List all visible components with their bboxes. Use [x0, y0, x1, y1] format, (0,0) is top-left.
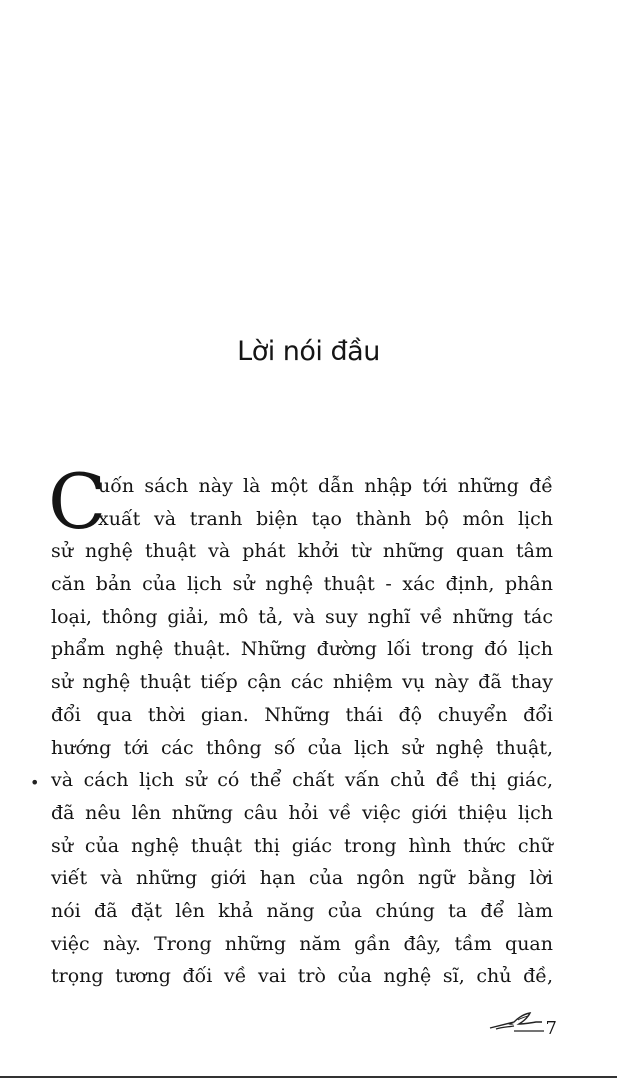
drop-cap: C — [48, 457, 107, 546]
margin-dot: • — [30, 773, 40, 792]
page-title: Lời nói đầu — [237, 336, 380, 367]
paragraph-line: phẩm nghệ thuật. Những đường lối trong đó lịch — [51, 638, 553, 661]
paragraph-line: hướng tới các thông số của lịch sử nghệ thuật, — [51, 736, 553, 759]
paragraph-line: trọng tương đối về vai trò của nghệ sĩ, chủ đề, — [51, 965, 553, 988]
paragraph-line: loại, thông giải, mô tả, và suy nghĩ về những tác — [51, 605, 553, 628]
preface-paragraph — [48, 457, 553, 993]
paragraph-line: việc này. Trong những năm gần đây, tầm quan — [51, 932, 553, 955]
quill-ornament-icon — [488, 1010, 544, 1039]
paragraph-line: viết và những giới hạn của ngôn ngữ bằng lời — [51, 867, 553, 890]
paragraph-line: đổi qua thời gian. Những thái độ chuyển đổi — [51, 703, 553, 726]
paragraph-line: uốn sách này là một dẫn nhập tới những đề — [98, 475, 553, 497]
paragraph-line: sử của nghệ thuật thị giác trong hình thức chữ — [51, 834, 553, 857]
paragraph-line: và cách lịch sử có thể chất vấn chủ đề thị giác, — [51, 769, 553, 792]
paragraph-line: xuất và tranh biện tạo thành bộ môn lịch — [98, 507, 553, 530]
bottom-border — [0, 1076, 617, 1078]
paragraph-line: đã nêu lên những câu hỏi về việc giới thiệu lịch — [51, 801, 553, 824]
paragraph-line: nói đã đặt lên khả năng của chúng ta để làm — [51, 899, 553, 922]
paragraph-line: căn bản của lịch sử nghệ thuật - xác định, phân — [51, 573, 553, 596]
page-footer — [488, 1010, 557, 1039]
page-number: 7 — [545, 1018, 557, 1039]
paragraph-line: sử nghệ thuật tiếp cận các nhiệm vụ này đã thay — [51, 671, 553, 694]
paragraph-line: sử nghệ thuật và phát khởi từ những quan tâm — [51, 540, 553, 563]
